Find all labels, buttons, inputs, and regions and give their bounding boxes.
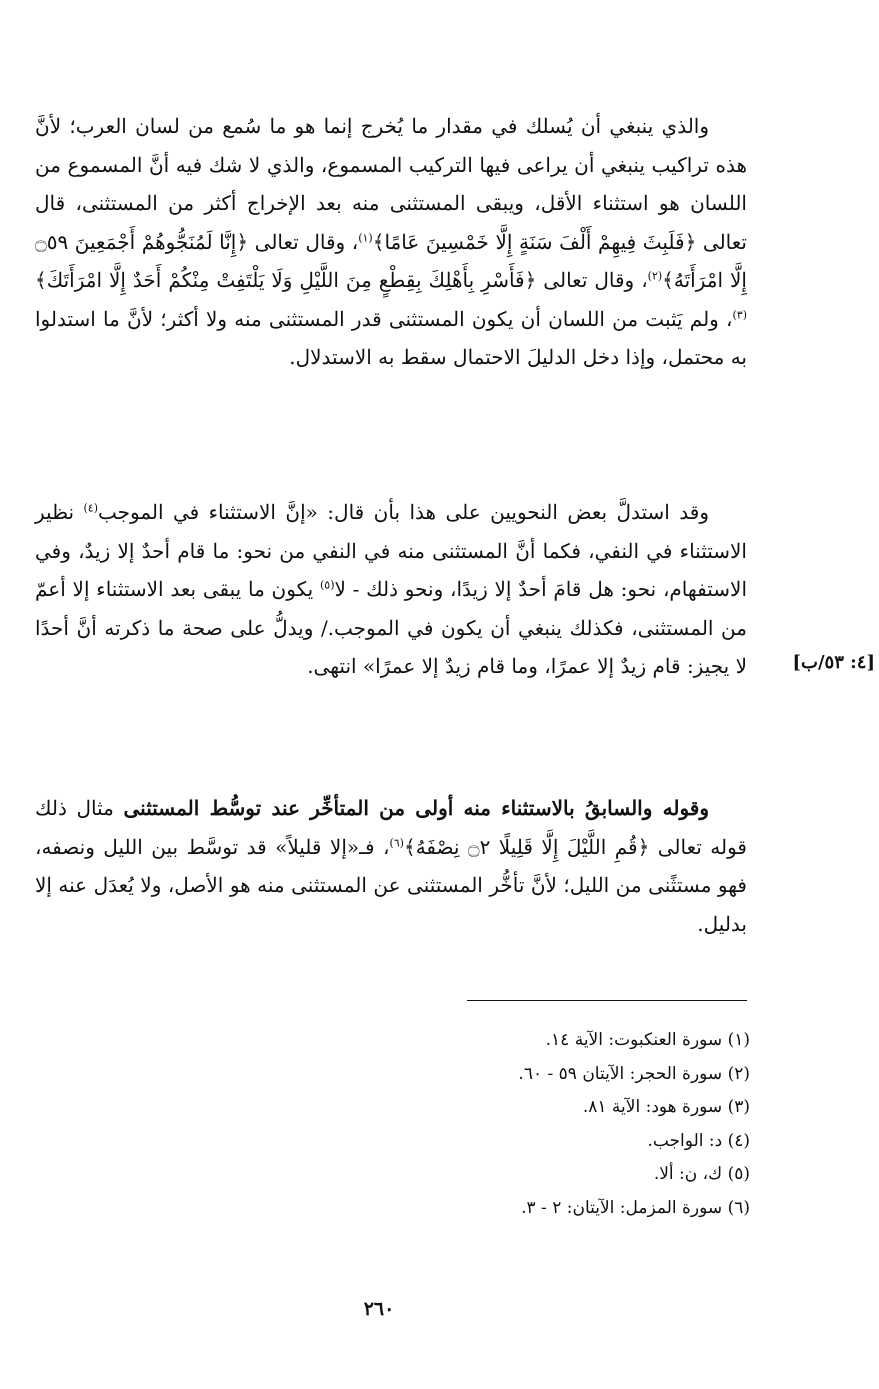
footnote-item: (٥) ك، ن: ألا. [653, 1164, 750, 1184]
paragraph-2-text-b: نظير الاستثناء في النفي، فكما أنَّ المستثنى منه في النفي من نحو: ما قام أحدٌ إلا زيدٌ، وفي الاستفهام، نحو: هل قامَ أحدٌ إلا زيدًا، ونحو ذلك - لا [35, 500, 747, 601]
paragraph-2-text-c: يكون ما يبقى بعد الاستثناء إلا أعمّ من المستثنى، فكذلك ينبغي أن يكون في الموجب./ ويدلُّ على صحة ما ذكرته أنَّ أحدًا لا يجيز: قام زيدٌ إلا عمرًا، وما قام زيدٌ إلا عمرًا» انتهى. [35, 577, 747, 678]
paragraph-3-heading-text: وقوله والسابقُ بالاستثناء منه أولى من المتأخِّر عند توسُّط المستثنى [123, 796, 709, 820]
page-number: ٢٦٠ [363, 1298, 395, 1320]
footnote-ref-1: (١) [358, 230, 373, 244]
footnote-separator [467, 1000, 747, 1001]
paragraph-3-text-b: ، فـ«إلا قليلاً» قد توسَّط بين الليل ونصفه، فهو مستثًنى من الليل؛ لأنَّ تأخُّر المستثنى عن المستثنى منه هو الأصل، ولا يُعدَل عنه إلا بدليل. [35, 834, 747, 936]
footnote-ref-6: (٦) [389, 835, 404, 849]
footnote-ref-5: (٥) [319, 578, 335, 592]
footnotes-list [200, 1024, 750, 1225]
footnote-item: (٢) سورة الحجر: الآيتان ٥٩ - ٦٠. [518, 1063, 750, 1084]
footnote-item: (١) سورة العنكبوت: الآية ١٤. [545, 1030, 750, 1050]
paragraph-3 [35, 789, 747, 943]
paragraph-2-text-a: وقد استدلَّ بعض النحويين على هذا بأن قال: «إنَّ الاستثناء في الموجب [98, 500, 709, 524]
manuscript-folio-note: [٤: ٥٣/ب] [792, 652, 875, 673]
paragraph-1-text-b: ، وقال تعالى ﴿إِنَّا لَمُنَجُّوهُمْ أَجْمَعِينَ ۝٥٩ إِلَّا امْرَأَتَهُ﴾ [35, 229, 747, 292]
footnote-item: (٤) د: الواجب. [647, 1130, 750, 1151]
paragraph-1-text-c: ، وقال تعالى ﴿فَأَسْرِ بِأَهْلِكَ بِقِطْعٍ مِنَ اللَّيْلِ وَلَا يَلْتَفِتْ مِنْكُمْ أَحَدٌ إِلَّا امْرَأَتَكَ﴾ [35, 268, 648, 292]
paragraph-1 [35, 107, 747, 377]
footnote-ref-3: (٣) [732, 307, 747, 321]
footnote-item: (٦) سورة المزمل: الآيتان: ٢ - ٣. [521, 1197, 750, 1218]
footnote-item: (٣) سورة هود: الآية ٨١. [582, 1097, 750, 1117]
footnote-ref-2: (٢) [647, 269, 663, 283]
footnote-ref-4: (٤) [83, 501, 98, 515]
paragraph-1-text-a: والذي ينبغي أن يُسلك في مقدار ما يُخرج إنما هو ما سُمع من لسان العرب؛ لأنَّ هذه تراكيب ينبغي أن يراعى فيها التركيب المسموع، والذي لا شك فيه أنَّ المسموع من اللسان هو استثناء الأقل، ويبقى المستثنى منه بعد الإخراج أكثر من المستثنى، قال تعالى ﴿فَلَبِثَ فِيهِمْ أَلْفَ سَنَةٍ إِلَّا خَمْسِينَ عَامًا﴾ [35, 114, 747, 254]
paragraph-3-text-a: مثال ذلك قوله تعالى ﴿قُمِ اللَّيْلَ إِلَّا قَلِيلًا ۝٢ نِصْفَهُ﴾ [35, 796, 747, 859]
paragraph-1-text-d: ، ولم يَثبت من اللسان أن يكون المستثنى قدر المستثنى منه ولا أكثر؛ لأنَّ ما استدلوا به محتمل، وإذا دخل الدليلَ الاحتمال سقط به الاستدلال. [35, 306, 747, 369]
paragraph-2 [35, 493, 747, 686]
